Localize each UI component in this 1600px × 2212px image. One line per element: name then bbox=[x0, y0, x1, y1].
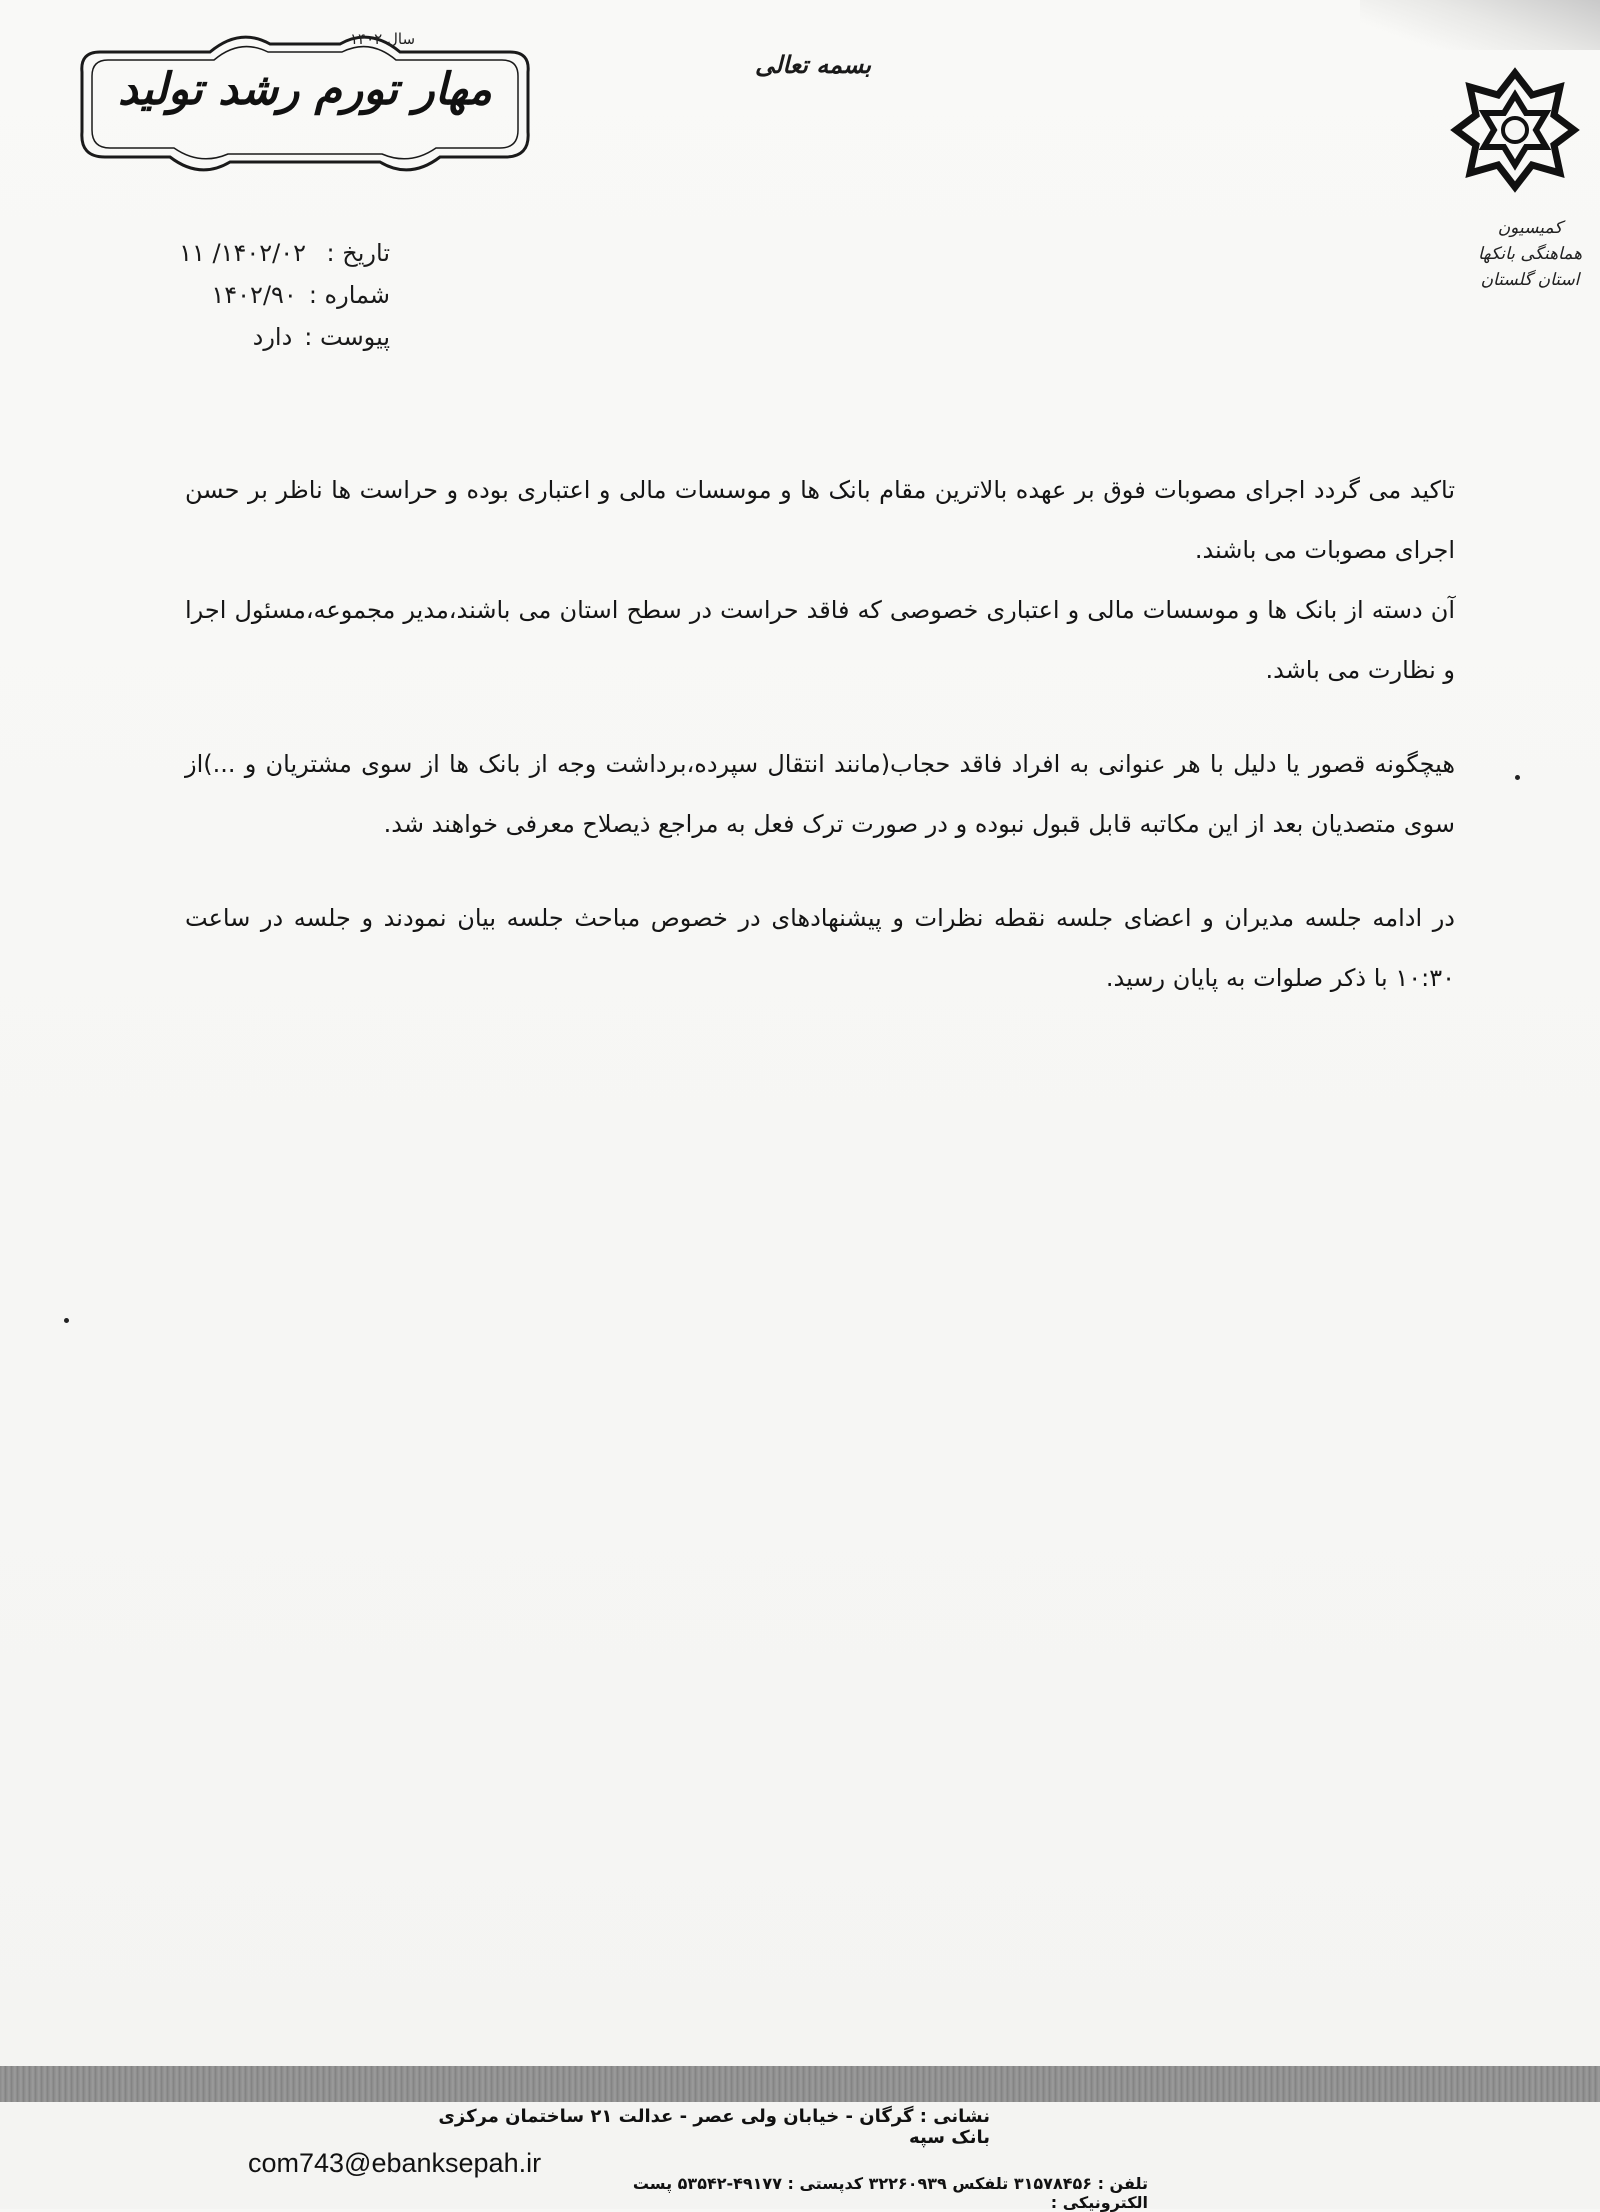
slogan-cartouche bbox=[70, 12, 540, 182]
number-value: ۱۴۰۲/۹۰ bbox=[211, 281, 297, 309]
date-row bbox=[120, 232, 390, 274]
footer-bar bbox=[0, 2066, 1600, 2102]
attachment-label: پیوست : bbox=[304, 323, 390, 351]
folded-corner-shading bbox=[1360, 0, 1600, 50]
body-paragraph: آن دسته از بانک ها و موسسات مالی و اعتباری خصوصی که فاقد حراست در سطح استان می باشند،مدیر مجموعه،مسئول اجرا و نظارت می باشد. bbox=[185, 596, 1455, 684]
attachment-value: دارد bbox=[252, 323, 293, 351]
logo-caption-line: استان گلستان bbox=[1480, 270, 1580, 290]
body-paragraph: هیچگونه قصور یا دلیل با هر عنوانی به افراد فاقد حجاب(مانند انتقال سپرده،برداشت وجه از بانک ها از سوی مشتریان و ...)از سوی متصدیان بعد از این مکاتبه قابل قبول نبوده و در صورت ترک فعل به مراجع ذیصلاح معرفی خواهند شد. bbox=[185, 750, 1455, 838]
logo-caption-line: کمیسیون هماهنگی بانکها bbox=[1477, 218, 1583, 264]
besmeh-heading: بسمه تعالی bbox=[755, 50, 872, 79]
number-label: شماره : bbox=[308, 281, 390, 309]
attachment-row bbox=[120, 316, 390, 358]
number-row bbox=[120, 274, 390, 316]
letter-meta bbox=[120, 232, 390, 358]
body-paragraph: در ادامه جلسه مدیران و اعضای جلسه نقطه نظرات و پیشنهادهای در خصوص مباحث جلسه بیان نمودند و جلسه در ساعت ۱۰:۳۰ با ذکر صلوات به پایان رسید. bbox=[185, 904, 1455, 992]
commission-logo-icon bbox=[1450, 65, 1580, 195]
scan-speck bbox=[1515, 775, 1520, 780]
footer-email[interactable]: com743@ebanksepah.ir bbox=[248, 2148, 542, 2178]
footer-address: نشانی : گرگان - خیابان ولی عصر - عدالت ۲۱ ساختمان مرکزی بانک سپه bbox=[438, 2106, 990, 2148]
logo-caption bbox=[1470, 215, 1590, 293]
date-value: ۱۴۰۲/۰۲/ ۱۱ bbox=[179, 239, 306, 267]
slogan-text: مهار تورم رشد تولید bbox=[118, 64, 492, 115]
footer-phones: تلفن : ۳۱۵۷۸۴۵۶ تلفکس ۳۲۲۶۰۹۳۹ کدپستی : ۴۹۱۷۷-۵۳۵۴۲ پست الکترونیکی : bbox=[632, 2174, 1148, 2212]
date-label: تاریخ : bbox=[326, 239, 390, 267]
scan-speck bbox=[64, 1318, 69, 1323]
body-paragraph: تاکید می گردد اجرای مصوبات فوق بر عهده بالاترین مقام بانک ها و موسسات مالی و اعتباری بوده و حراست ها ناظر بر حسن اجرای مصوبات می باشند. bbox=[185, 476, 1455, 564]
letter-body bbox=[185, 460, 1455, 1008]
slogan-year: سال ۱۴۰۲ bbox=[350, 30, 416, 48]
